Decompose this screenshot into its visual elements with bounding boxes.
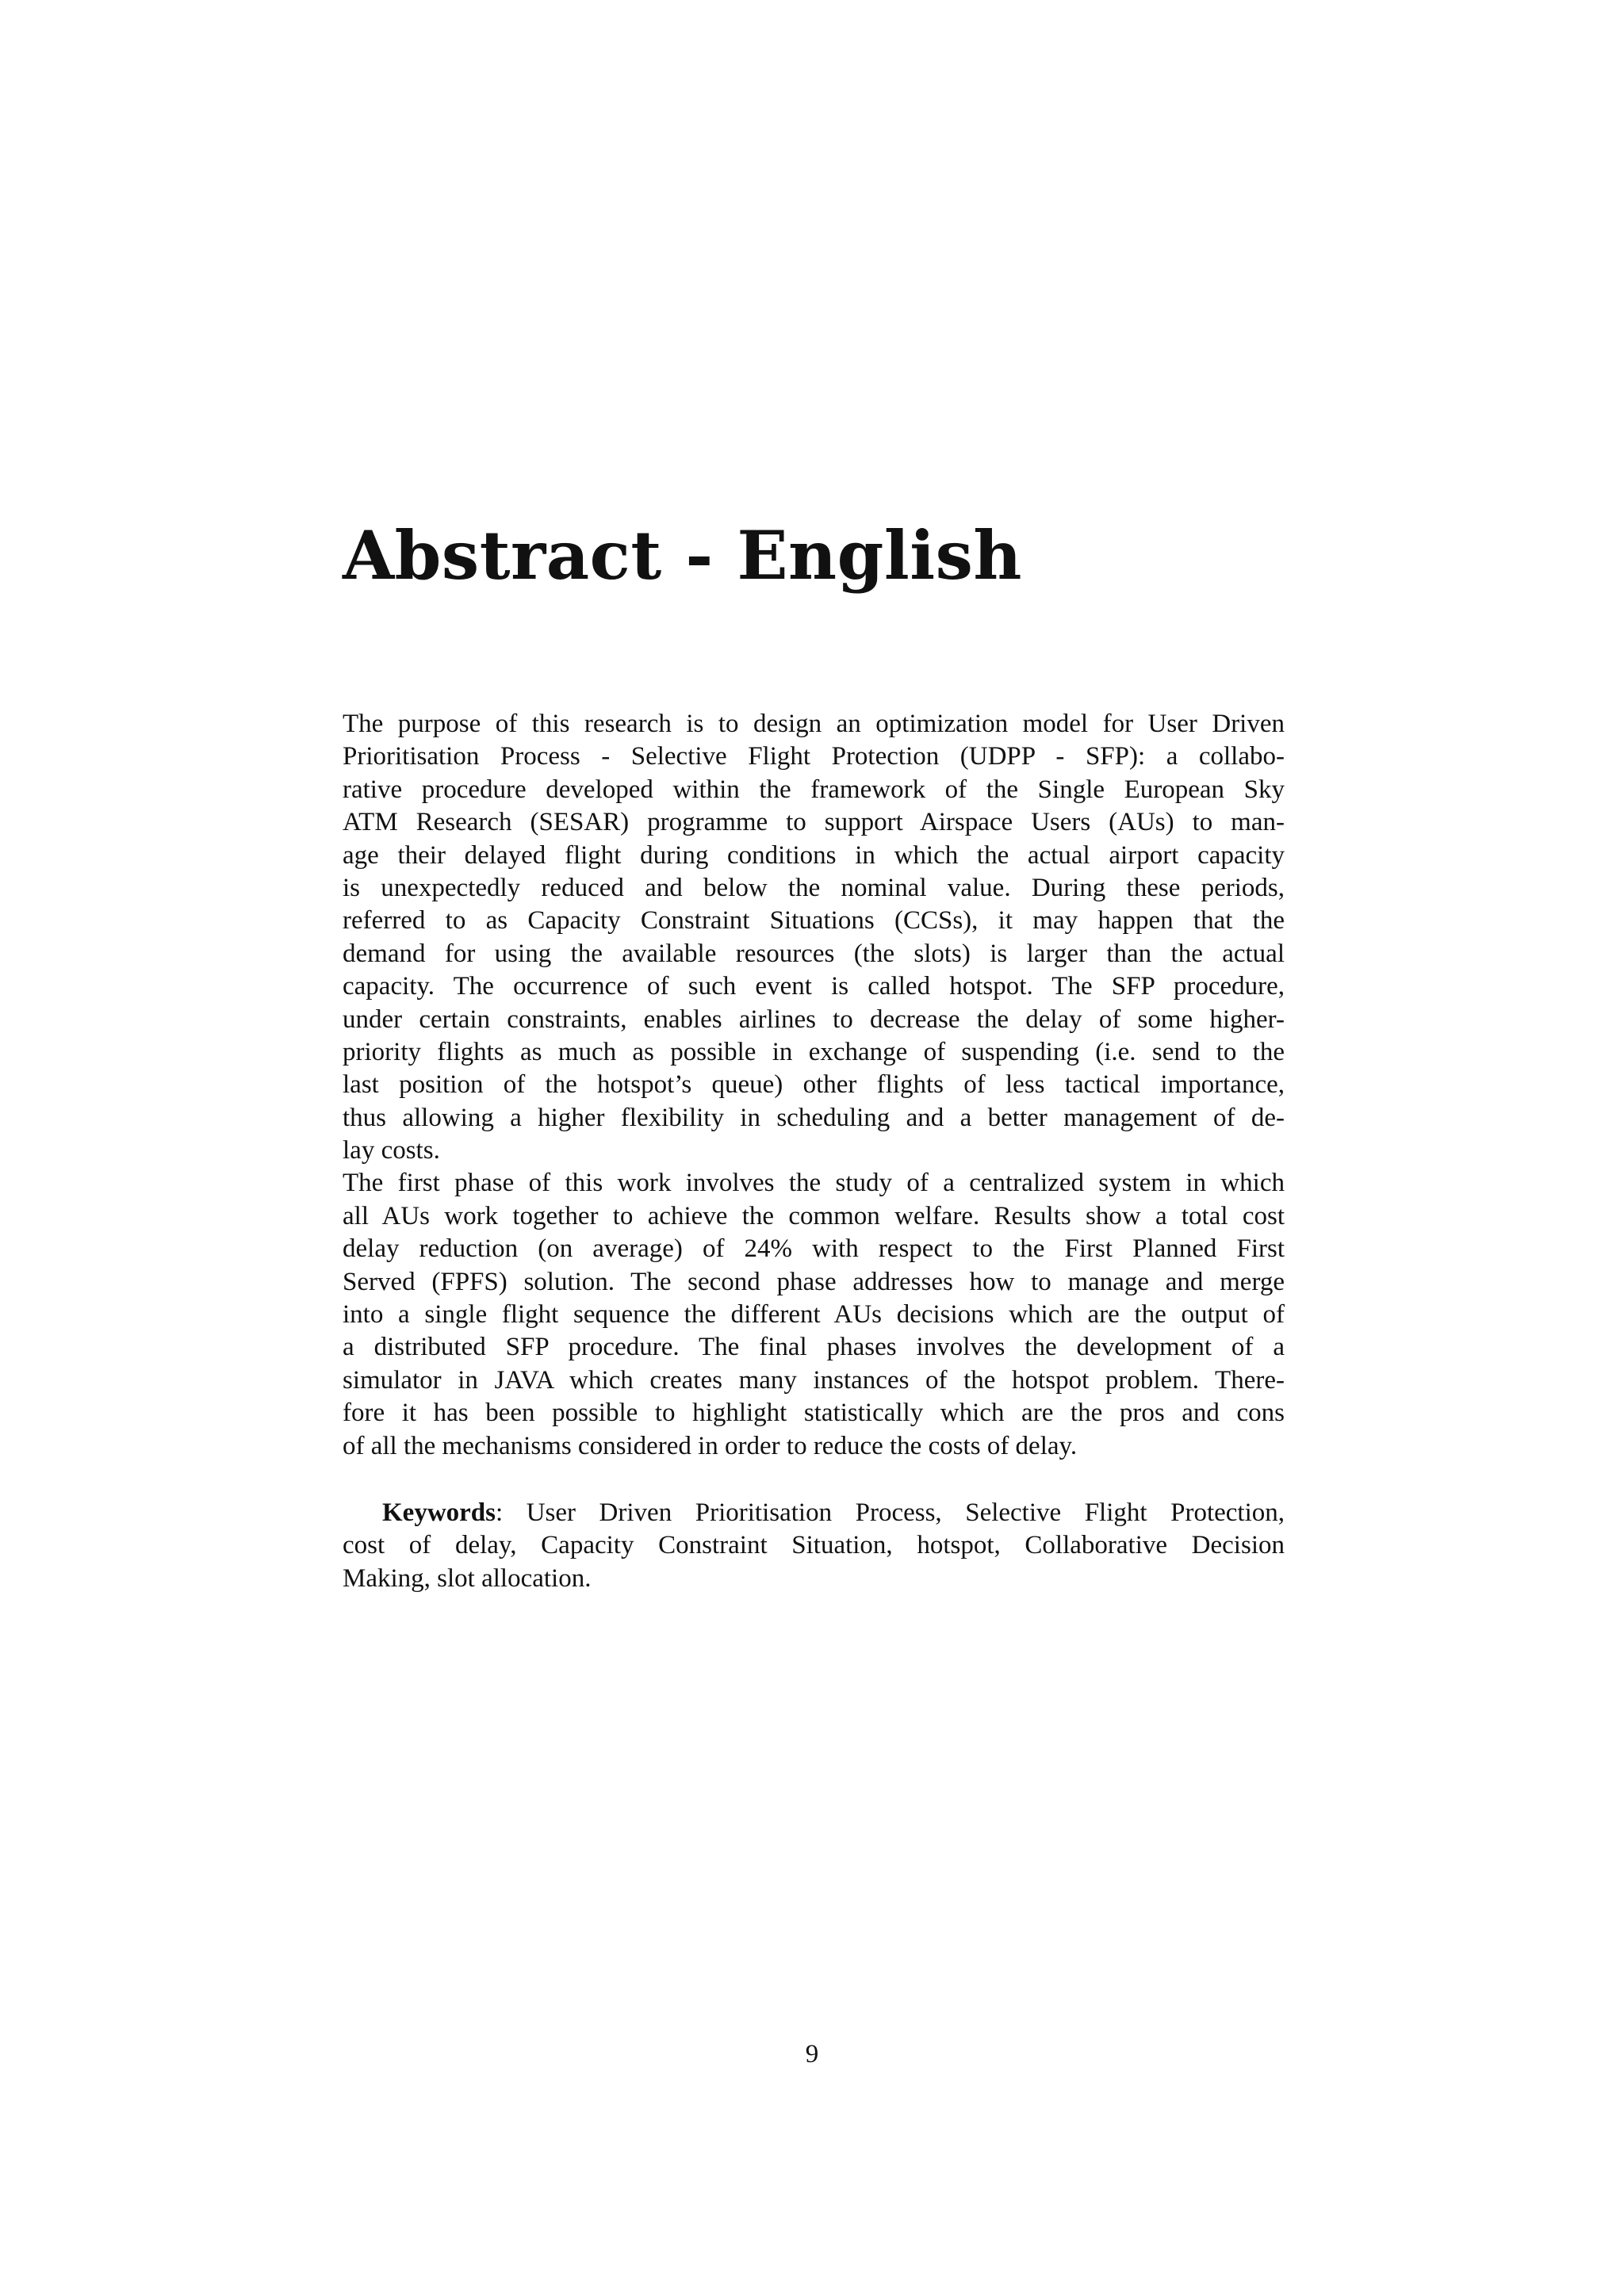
keywords-line: cost of delay, Capacity Constraint Situation, hotspot, Collaborative Decision (343, 1531, 1285, 1560)
abstract-line: fore it has been possible to highlight statistically which are the pros and cons (343, 1399, 1285, 1428)
abstract-line: a distributed SFP procedure. The final phases involves the development of a (343, 1333, 1285, 1362)
keywords-label: Keywords (382, 1498, 496, 1527)
abstract-line: all AUs work together to achieve the common welfare. Results show a total cost (343, 1201, 1285, 1230)
abstract-line: rative procedure developed within the framework of the Single European Sky (343, 775, 1285, 804)
abstract-line: is unexpectedly reduced and below the nominal value. During these periods, (343, 873, 1285, 902)
abstract-line: delay reduction (on average) of 24% with respect to the First Planned First (343, 1234, 1285, 1264)
abstract-line: thus allowing a higher flexibility in scheduling and a better management of de- (343, 1103, 1285, 1132)
abstract-body (343, 708, 1285, 1463)
abstract-line: Served (FPFS) solution. The second phase addresses how to manage and merge (343, 1267, 1285, 1296)
abstract-line: simulator in JAVA which creates many instances of the hotspot problem. There- (343, 1365, 1285, 1395)
abstract-line: capacity. The occurrence of such event is called hotspot. The SFP procedure, (343, 972, 1285, 1001)
abstract-line: ATM Research (SESAR) programme to support Airspace Users (AUs) to man- (343, 808, 1285, 837)
abstract-line: last position of the hotspot’s queue) other flights of less tactical importance, (343, 1070, 1285, 1100)
abstract-line: referred to as Capacity Constraint Situations (CCSs), it may happen that the (343, 906, 1285, 936)
abstract-line: priority flights as much as possible in exchange of suspending (i.e. send to the (343, 1037, 1285, 1066)
page-number: 9 (805, 2040, 819, 2068)
abstract-line: into a single flight sequence the different AUs decisions which are the output of (343, 1300, 1285, 1330)
keywords-line (343, 1497, 1285, 1529)
abstract-line: age their delayed flight during conditions in which the actual airport capacity (343, 840, 1285, 870)
abstract-line: Prioritisation Process - Selective Flight Protection (UDPP - SFP): a collabo- (343, 742, 1285, 771)
abstract-line: The purpose of this research is to design an optimization model for User Driven (343, 710, 1285, 738)
keywords-text: : User Driven Prioritisation Process, Selective Flight Protection, (496, 1498, 1285, 1527)
chapter-title: Abstract - English (343, 516, 1022, 595)
keywords-paragraph (343, 1497, 1285, 1595)
abstract-line: under certain constraints, enables airlines to decrease the delay of some higher- (343, 1004, 1285, 1034)
abstract-line: of all the mechanisms considered in order to reduce the costs of delay. (343, 1431, 1078, 1460)
abstract-line: demand for using the available resources (the slots) is larger than the actual (343, 939, 1285, 968)
keywords-line: Making, slot allocation. (343, 1563, 592, 1593)
abstract-line: lay costs. (343, 1136, 440, 1165)
abstract-line: The first phase of this work involves the study of a centralized system in which (343, 1169, 1285, 1198)
